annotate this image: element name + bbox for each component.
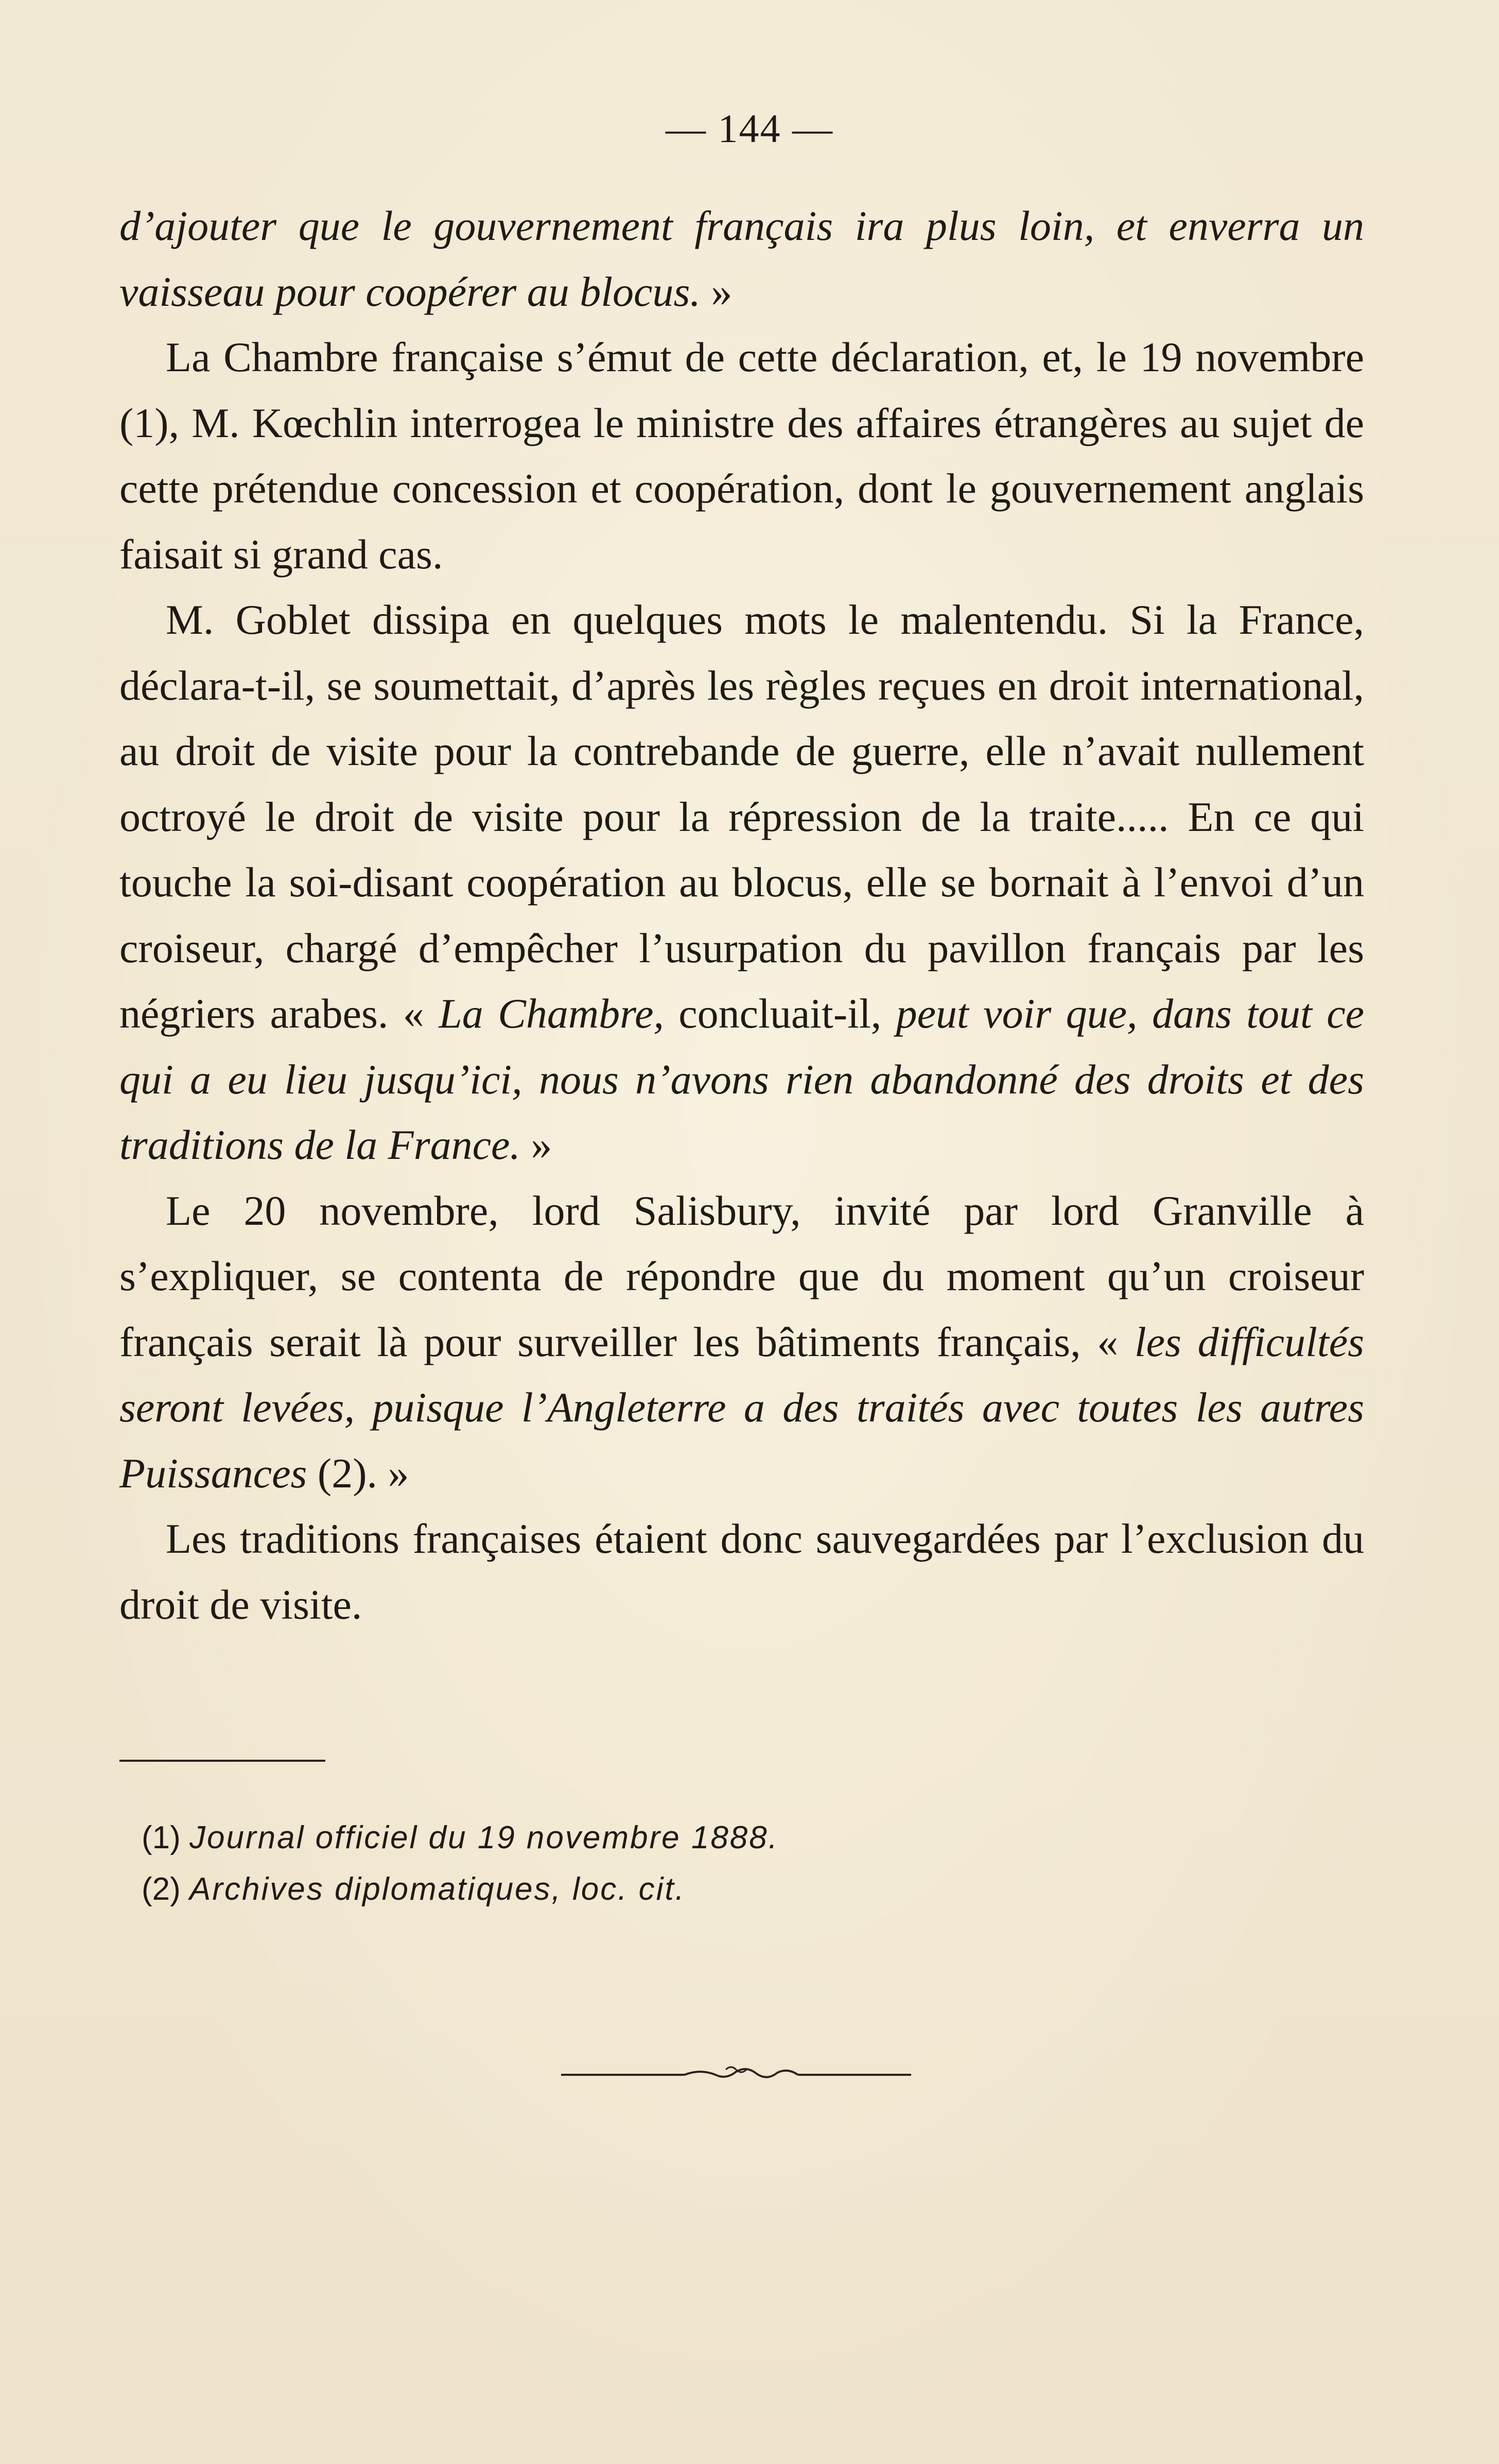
body-text — [119, 193, 1364, 1637]
text-run: M. Goblet dissipa en quelques mots le malentendu. Si la France, déclara-t-il, se soumettait, d’après les règles reçues en droit international, au droit de visite pour la contrebande de guerre, elle n’avait nullement octroyé le droit de visite pour la répression de la traite..... En ce qui touche la soi-disant coopération au blocus, elle se bornait à l’envoi d’un croiseur, chargé d’empêcher l’usurpation du pavillon français par les négriers arabes. « — [119, 596, 1364, 1037]
paragraph — [119, 193, 1364, 324]
page-number: — 144 — — [666, 106, 833, 151]
footnote-divider — [119, 1760, 325, 1762]
paragraph — [119, 1506, 1364, 1637]
text-run: » — [520, 1121, 552, 1168]
paragraph — [119, 324, 1364, 587]
footnote-marker: (1) — [142, 1820, 189, 1855]
text-run: La Chambre française s’émut de cette déclaration, et, le 19 novembre (1), M. Kœchlin interrogea le ministre des affaires étrangères au sujet de cette prétendue concession et coopération, dont le gouvernement anglais faisait si grand cas. — [119, 334, 1364, 578]
text-run: concluait-il, — [664, 990, 896, 1037]
footnote-text: Archives diplomatiques, loc. cit. — [189, 1871, 686, 1907]
text-run: (2). » — [307, 1449, 409, 1497]
text-run-italic: La Chambre, — [439, 990, 664, 1037]
text-run: » — [700, 268, 733, 315]
footnote-1 — [142, 1812, 1326, 1864]
text-run: Le 20 novembre, lord Salisbury, invité par lord Granville à s’expliquer, se contenta de répondre que du moment qu’un croiseur français serait là pour surveiller les bâtiments français, « — [119, 1187, 1364, 1365]
footnote-2 — [142, 1864, 1326, 1915]
text-run: Les traditions françaises étaient donc sauvegardées par l’exclusion du droit de visite. — [119, 1515, 1364, 1628]
paragraph — [119, 1178, 1364, 1506]
footnotes — [142, 1812, 1326, 1915]
text-run-italic: les difficultés seront levées, puisque l’Angleterre a des traités avec toutes les autres Puissances — [119, 1318, 1364, 1497]
end-ornament-icon — [561, 2064, 911, 2085]
footnote-marker: (2) — [142, 1871, 189, 1907]
footnote-text: Journal officiel du 19 novembre 1888. — [189, 1820, 779, 1855]
paragraph — [119, 587, 1364, 1178]
text-run-italic: d’ajouter que le gouvernement français ira plus loin, et enverra un vaisseau pour coopérer au blocus. — [119, 202, 1364, 315]
text-run-italic: peut voir que, dans tout ce qui a eu lieu jusqu’ici, nous n’avons rien abandonné des droits et des traditions de la France. — [119, 990, 1365, 1168]
